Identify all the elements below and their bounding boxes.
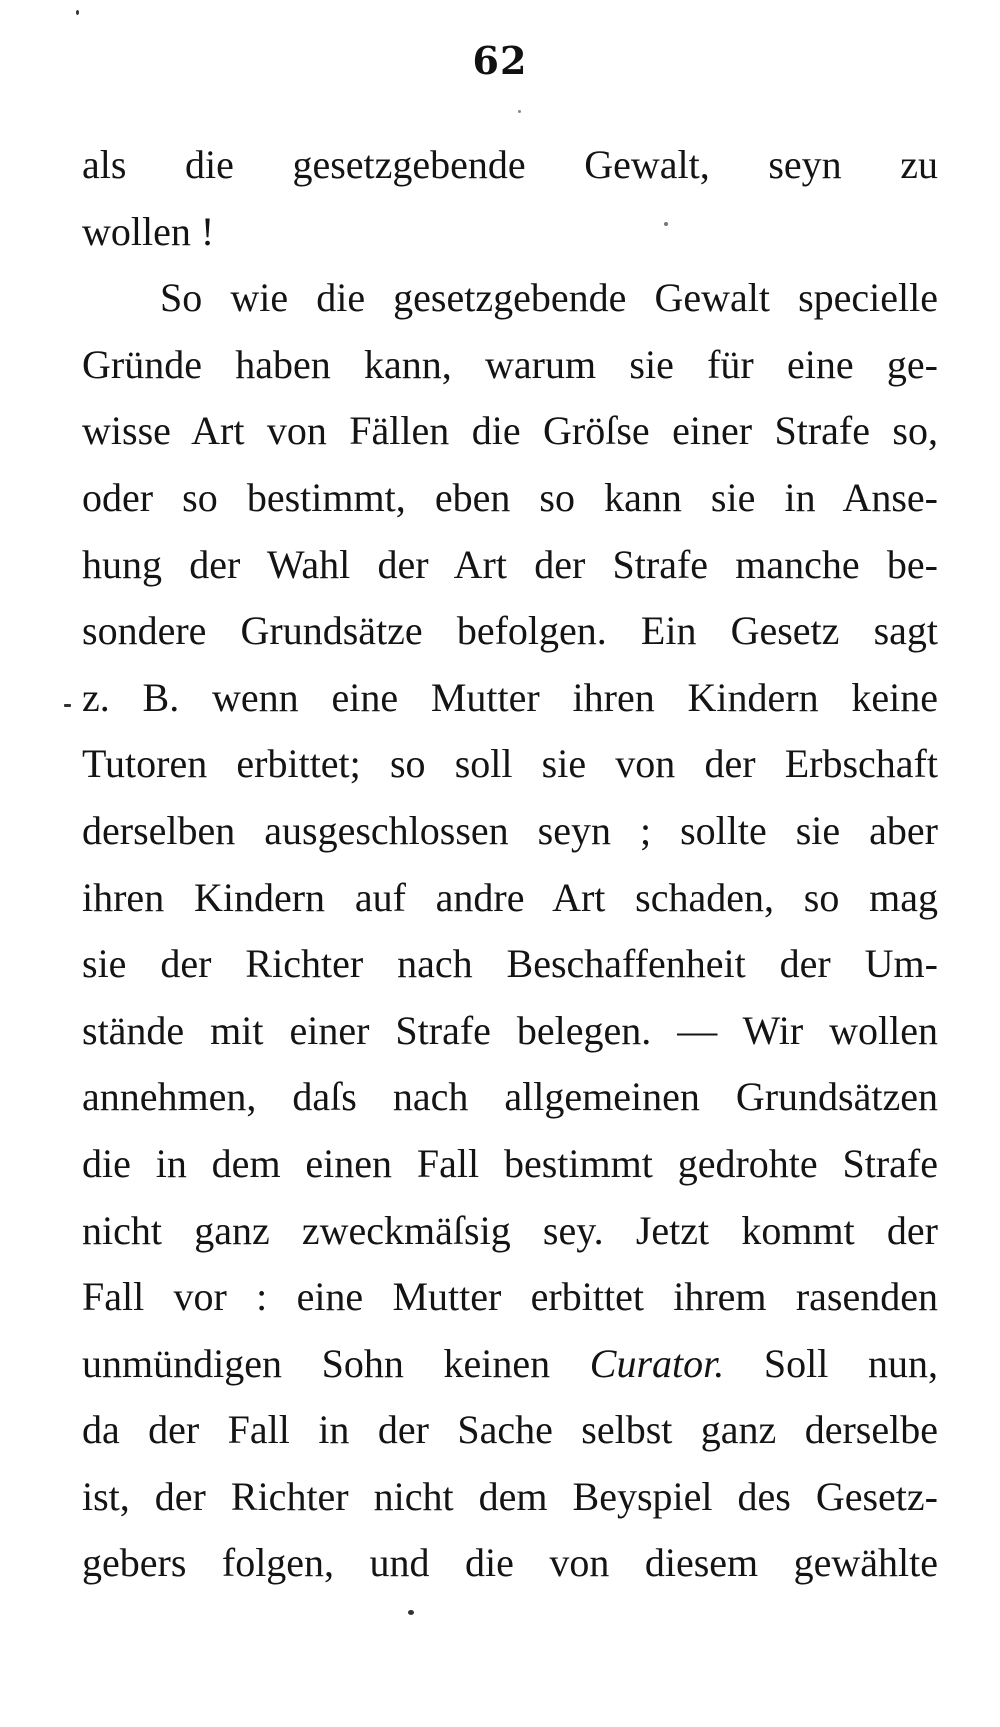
- text-line-12: ihren Kindern auf andre Art schaden, so mag: [82, 874, 938, 920]
- text-line-11: derselben ausgeschlossen seyn ; sollte sie aber: [82, 807, 938, 853]
- text-line-13: sie der Richter nach Beschaffenheit der Um-: [82, 941, 938, 987]
- text-line-7: hung der Wahl der Art der Strafe manche be-: [82, 541, 938, 587]
- text-line-15: annehmen, daſs nach allgemeinen Grundsätzen: [82, 1074, 938, 1120]
- text-line-17: nicht ganz zweckmäſsig sey. Jetzt kommt der: [82, 1207, 938, 1253]
- text-line-2: wollen !: [82, 208, 215, 254]
- ink-speck: [64, 704, 71, 707]
- ink-speck: [76, 10, 79, 15]
- text-line-5: wisse Art von Fällen die Gröſse einer Strafe so,: [82, 408, 938, 454]
- text-line-6: oder so bestimmt, eben so kann sie in Anse-: [82, 474, 938, 520]
- text-line-19: [82, 1331, 938, 1398]
- text-line-22: gebers folgen, und die von diesem gewählte: [82, 1540, 938, 1586]
- text-line-4: Gründe haben kann, warum sie für eine ge-: [82, 341, 938, 387]
- text-line-10: Tutoren erbittet; so soll sie von der Erbschaft: [82, 741, 938, 787]
- text-line-20: da der Fall in der Sache selbst ganz derselbe: [82, 1407, 938, 1453]
- text-line-3: So wie die gesetzgebende Gewalt specielle: [160, 275, 938, 321]
- text-line-19-start: unmündigen Sohn keinen: [82, 1340, 551, 1386]
- page-number: 62: [472, 38, 528, 83]
- text-line-16: die in dem einen Fall bestimmt gedrohte Strafe: [82, 1140, 938, 1186]
- body-text: [82, 132, 938, 1597]
- italic-word-curator: Curator.: [589, 1340, 725, 1386]
- ink-speck: [408, 1610, 414, 1615]
- text-line-8: sondere Grundsätze befolgen. Ein Gesetz sagt: [82, 608, 938, 654]
- ink-speck: [518, 110, 521, 113]
- text-line-19-end: Soll nun,: [763, 1340, 938, 1386]
- text-line-1: als die gesetzgebende Gewalt, seyn zu: [82, 142, 938, 187]
- text-line-9: z. B. wenn eine Mutter ihren Kindern keine: [82, 674, 938, 720]
- text-line-18: Fall vor : eine Mutter erbittet ihrem rasenden: [82, 1274, 938, 1320]
- text-line-14: stände mit einer Strafe belegen. — Wir wollen: [82, 1007, 938, 1053]
- text-line-21: ist, der Richter nicht dem Beyspiel des Gesetz-: [82, 1473, 938, 1519]
- ink-speck: [664, 222, 668, 226]
